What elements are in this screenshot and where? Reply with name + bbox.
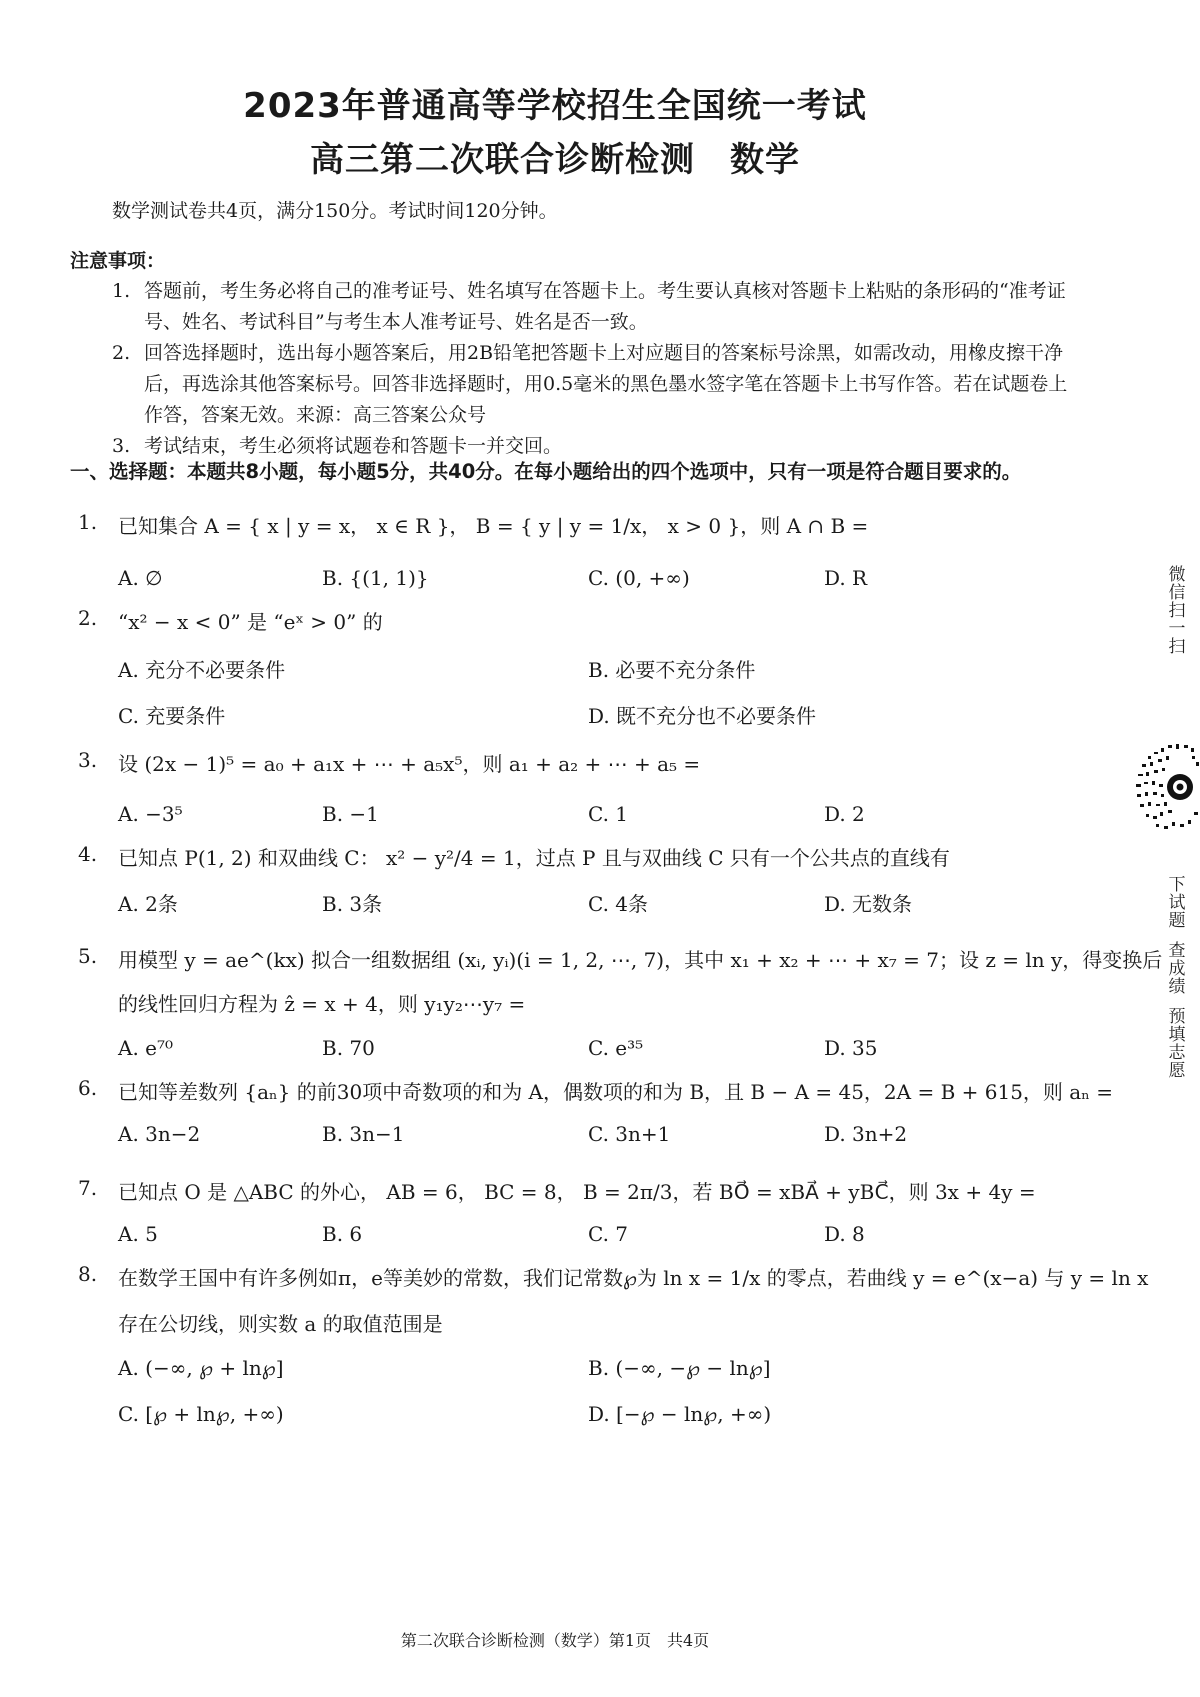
option-d: D. 既不充分也不必要条件 [588,704,817,728]
option-c: C. 3n+1 [588,1122,671,1146]
question-number: 7. [78,1176,98,1200]
question-stem: 在数学王国中有许多例如π，e等美妙的常数，我们记常数℘为 ln x = 1/x 的零点，若曲线 y = e^(x−a) 与 y = ln x [118,1266,1149,1290]
option-a: A. e⁷⁰ [118,1036,174,1060]
question-stem: 已知点 O 是 △ABC 的外心， AB = 6， BC = 8， B = 2π/3，若 BO⃗ = xBA⃗ + yBC⃗，则 3x + 4y = [118,1180,1036,1204]
option-b: B. −1 [322,802,379,826]
notice-item-text: 考试结束，考生必须将试题卷和答题卡一并交回。 [144,435,563,457]
option-d: D. 8 [824,1222,865,1246]
option-c: C. [℘ + ln℘, +∞) [118,1402,284,1426]
option-c: C. 7 [588,1222,629,1246]
side-label-volunteer: 预填志愿 [1168,1007,1186,1081]
option-a: A. 5 [118,1222,158,1246]
exam-intro: 数学测试卷共4页，满分150分。考试时间120分钟。 [112,200,558,222]
option-b: B. 3n−1 [322,1122,405,1146]
option-a: A. 充分不必要条件 [118,658,286,682]
option-d: D. R [824,566,868,590]
side-label-download: 下试题 [1168,875,1186,931]
option-b: B. 6 [322,1222,363,1246]
question-number: 4. [78,842,98,866]
notice-item [112,276,1072,338]
option-c: C. e³⁵ [588,1036,644,1060]
option-d: D. 无数条 [824,892,913,916]
option-c: C. 4条 [588,892,649,916]
option-c: C. (0, +∞) [588,566,690,590]
option-a: A. −3⁵ [118,802,183,826]
page-footer: 第二次联合诊断检测（数学）第1页 共4页 [400,1631,710,1650]
question-number: 8. [78,1262,98,1286]
question-stem: 已知集合 A = { x | y = x， x ∈ R }， B = { y | y = 1/x， x > 0 }，则 A ∩ B = [118,514,869,538]
question-stem-continued: 存在公切线，则实数 a 的取值范围是 [118,1312,443,1336]
question-number: 5. [78,944,98,968]
side-label-scores: 查成绩 [1168,941,1186,997]
option-b: B. {(1, 1)} [322,566,429,590]
option-b: B. (−∞, −℘ − ln℘] [588,1356,771,1380]
notice-item-number: 2. [112,342,131,364]
notice-list [112,276,1072,462]
option-b: B. 70 [322,1036,375,1060]
option-a: A. ∅ [118,566,163,590]
option-c: C. 1 [588,802,629,826]
question-stem: 已知等差数列 {aₙ} 的前30项中奇数项的和为 A，偶数项的和为 B，且 B − A = 45，2A = B + 615，则 aₙ = [118,1080,1113,1104]
section-title: 一、选择题：本题共8小题，每小题5分，共40分。在每小题给出的四个选项中，只有一项是符合题目要求的。 [70,460,1022,483]
notice-item-text: 回答选择题时，选出每小题答案后，用2B铅笔把答题卡上对应题目的答案标号涂黑，如需改动，用橡皮擦干净后，再选涂其他答案标号。回答非选择题时，用0.5毫米的黑色墨水签字笔在答题卡上书写作答。若在试题卷上作答，答案无效。来源：高三答案公众号 [144,342,1068,426]
option-d: D. [−℘ − ln℘, +∞) [588,1402,772,1426]
question-number: 2. [78,606,98,630]
question-stem: 用模型 y = ae^(kx) 拟合一组数据组 (xᵢ, yᵢ)(i = 1, 2, ⋯, 7)，其中 x₁ + x₂ + ⋯ + x₇ = 7；设 z = ln y，得变换后 [118,948,1163,972]
option-c: C. 充要条件 [118,704,226,728]
option-b: B. 3条 [322,892,383,916]
question-number: 3. [78,748,98,772]
option-d: D. 35 [824,1036,878,1060]
question-stem: 设 (2x − 1)⁵ = a₀ + a₁x + ⋯ + a₅x⁵，则 a₁ + a₂ + ⋯ + a₅ = [118,752,701,776]
notice-item-text: 答题前，考生务必将自己的准考证号、姓名填写在答题卡上。考生要认真核对答题卡上粘贴的条形码的“准考证号、姓名、考试科目”与考生本人准考证号、姓名是否一致。 [144,280,1066,333]
question-stem-continued: 的线性回归方程为 ẑ = x + 4，则 y₁y₂⋯y₇ = [118,992,526,1016]
question-number: 6. [78,1076,98,1100]
option-a: A. (−∞, ℘ + ln℘] [118,1356,284,1380]
option-a: A. 3n−2 [118,1122,201,1146]
exam-subtitle: 高三第二次联合诊断检测 数学 [310,140,800,180]
question-number: 1. [78,510,98,534]
notice-title: 注意事项： [70,250,166,272]
question-stem: 已知点 P(1, 2) 和双曲线 C： x² − y²/4 = 1，过点 P 且与双曲线 C 只有一个公共点的直线有 [118,846,950,870]
option-d: D. 2 [824,802,865,826]
side-scan-label: 微信扫一扫 [1168,565,1186,657]
option-b: B. 必要不充分条件 [588,658,756,682]
notice-item-number: 1. [112,280,131,302]
option-a: A. 2条 [118,892,178,916]
option-d: D. 3n+2 [824,1122,908,1146]
qr-code-icon [1128,732,1200,842]
exam-title: 2023年普通高等学校招生全国统一考试 [243,86,867,126]
notice-item [112,338,1072,431]
notice-item-number: 3. [112,435,131,457]
question-stem: “x² − x < 0” 是 “eˣ > 0” 的 [118,610,383,634]
